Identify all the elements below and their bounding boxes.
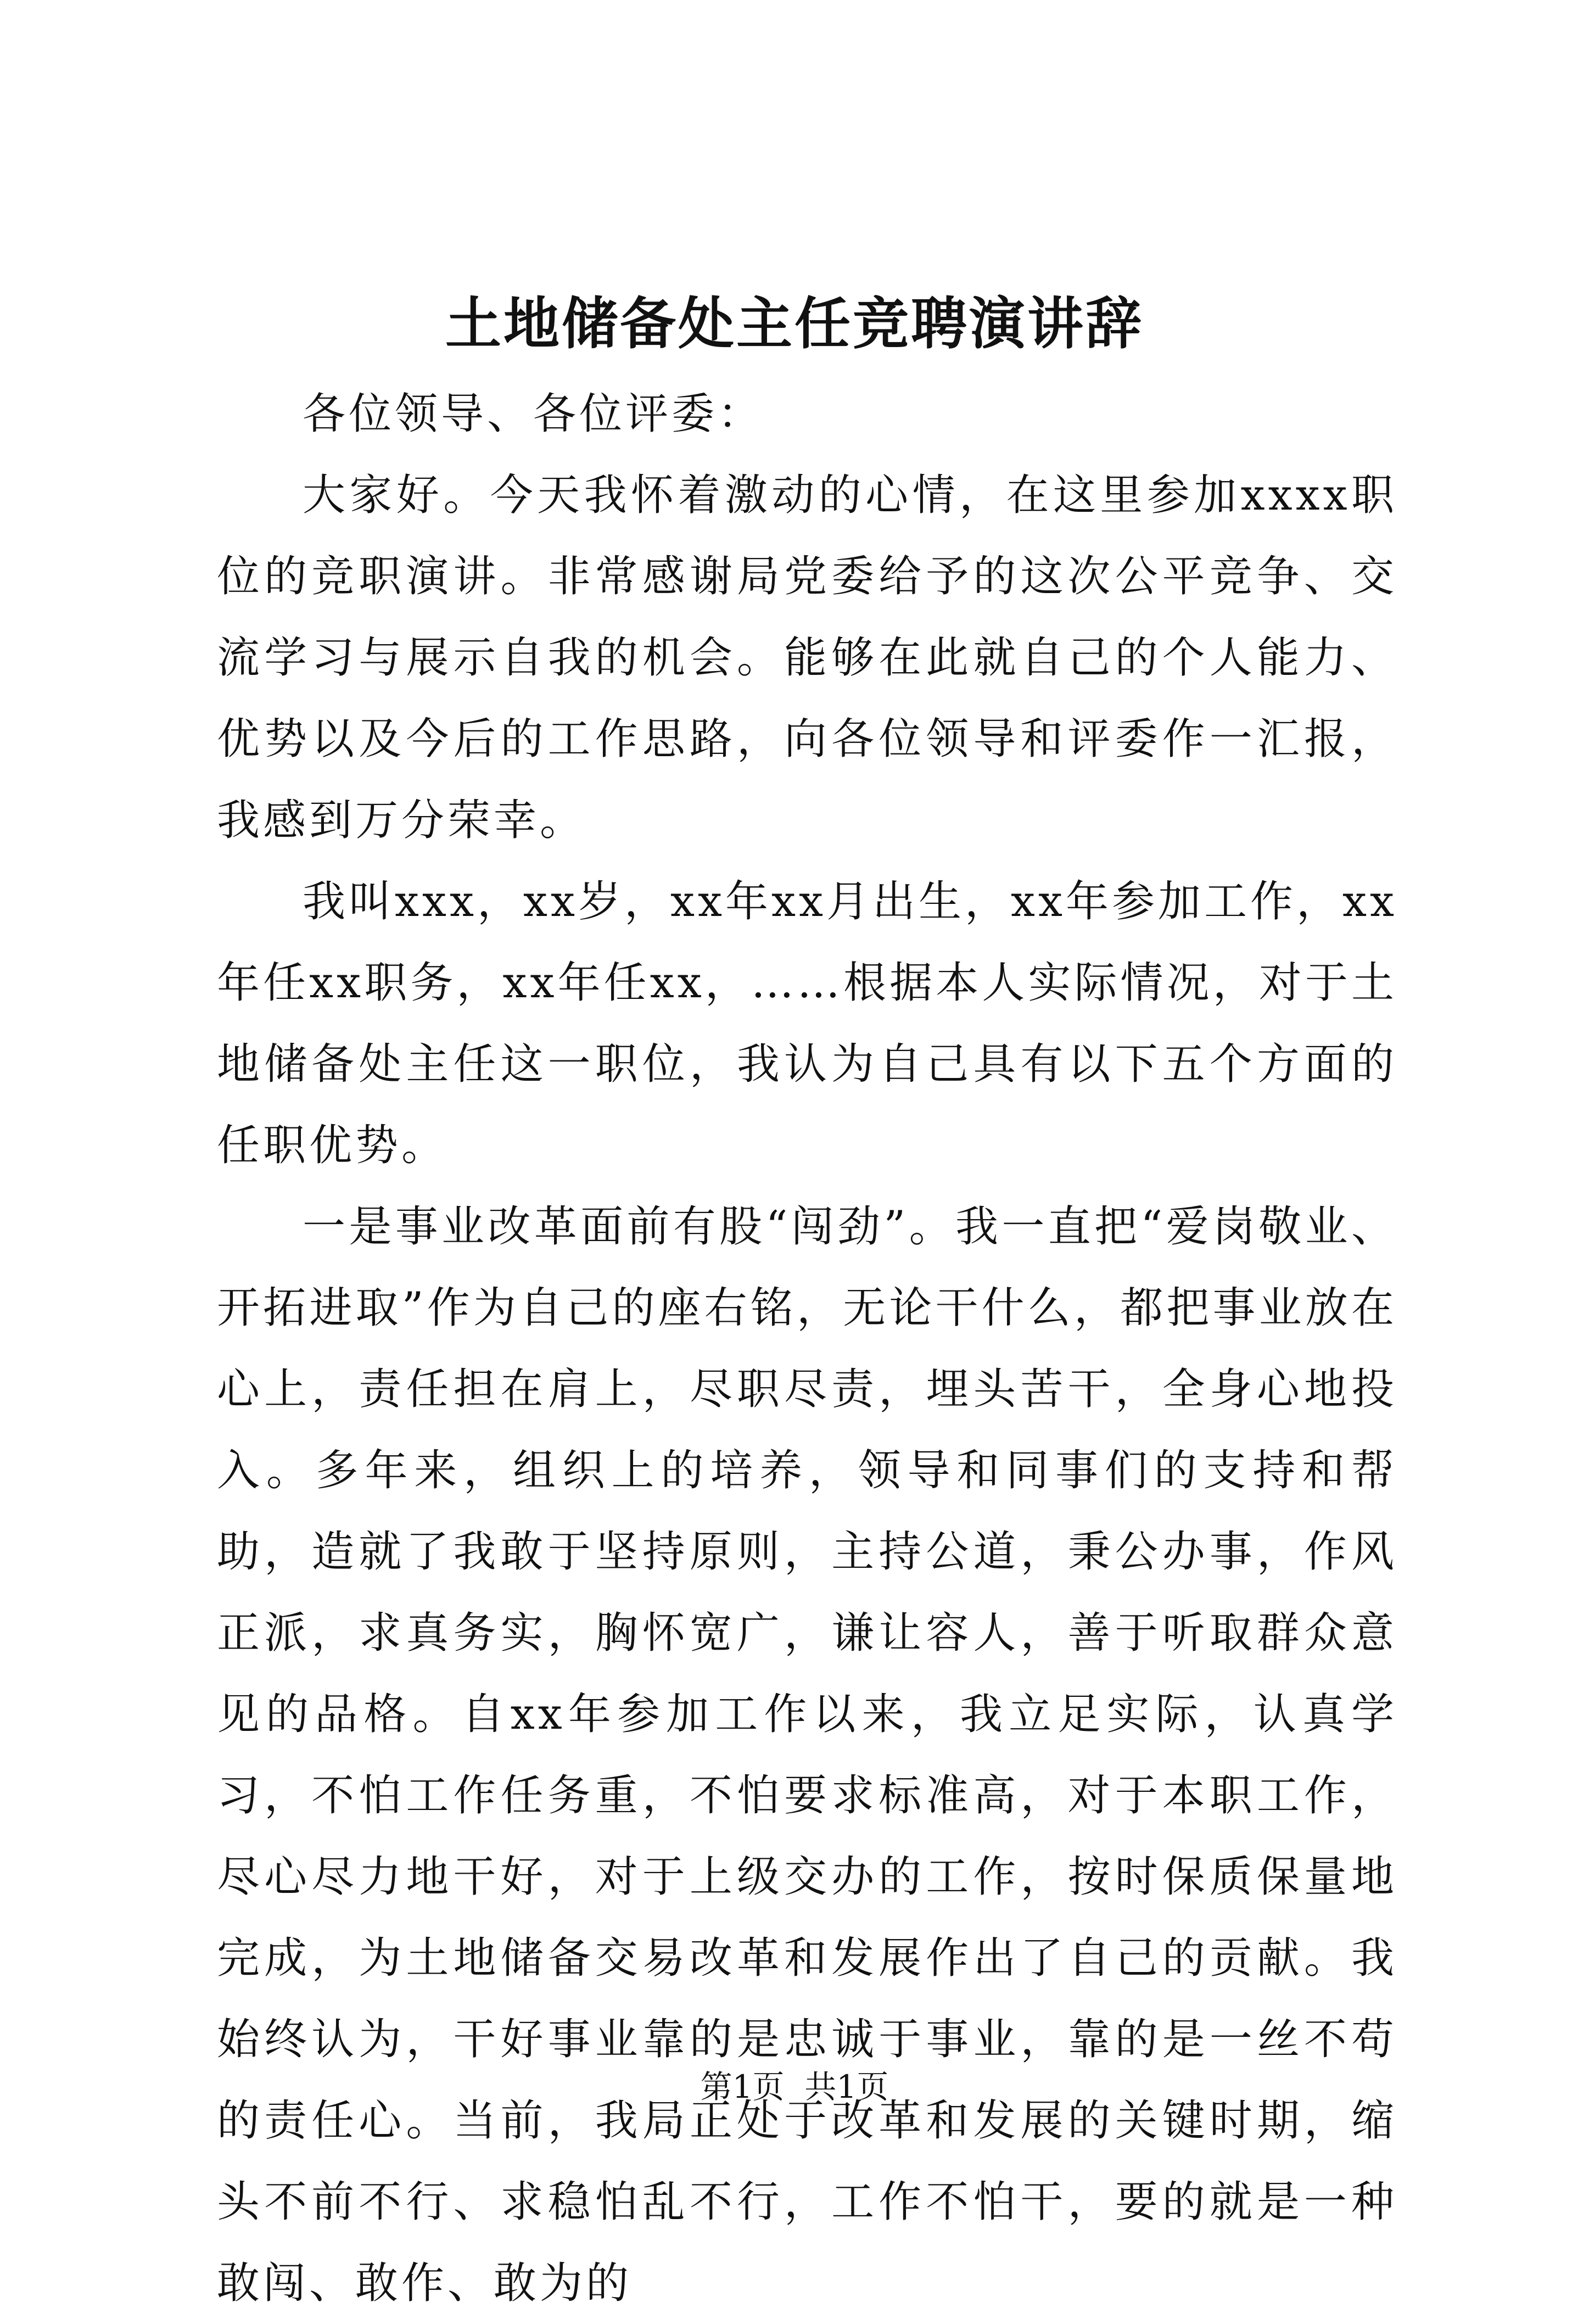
body-paragraph: 我叫xxx，xx岁，xx年xx月出生，xx年参加工作，xx年任xx职务，xx年任xx，……根据本人实际情况，对于土地储备处主任这一职位，我认为自己具有以下五个方面的任职优势。 (217, 877, 1397, 1170)
body-paragraph: 一是事业改革面前有股“闯劲”。我一直把“爱岗敬业、开拓进取”作为自己的座右铭，无论干什么，都把事业放在心上，责任担在肩上，尽职尽责，埋头苦干，全身心地投入。多年来，组织上的培养，领导和同事们的支持和帮助，造就了我敢于坚持原则，主持公道，秉公办事，作风正派，求真务实，胸怀宽广，谦让容人，善于听取群众意见的品格。自xx年参加工作以来，我立足实际，认真学习，不怕工作任务重，不怕要求标准高，对于本职工作，尽心尽力地干好，对于上级交办的工作，按时保质保量地完成，为土地储备交易改革和发展作出了自己的贡献。我始终认为，干好事业靠的是忠诚于事业，靠的是一丝不苟的责任心。当前，我局正处于改革和发展的关键时期，缩头不前不行、求稳怕乱不行，工作不怕干，要的就是一种敢闯、敢作、敢为的 (217, 1202, 1397, 2308)
page-footer (0, 2065, 1589, 2109)
page-number: 第1页 共1页 (700, 2068, 889, 2105)
document-body (217, 373, 1397, 2324)
body-paragraph: 大家好。今天我怀着激动的心情，在这里参加xxxx职位的竞职演讲。非常感谢局党委给予的这次公平竞争、交流学习与展示自我的机会。能够在此就自己的个人能力、优势以及今后的工作思路，向各位领导和评委作一汇报，我感到万分荣幸。 (217, 471, 1397, 845)
page-title: 土地储备处主任竞聘演讲辞 (445, 291, 1144, 357)
salutation-paragraph: 各位领导、各位评委： (303, 389, 764, 439)
